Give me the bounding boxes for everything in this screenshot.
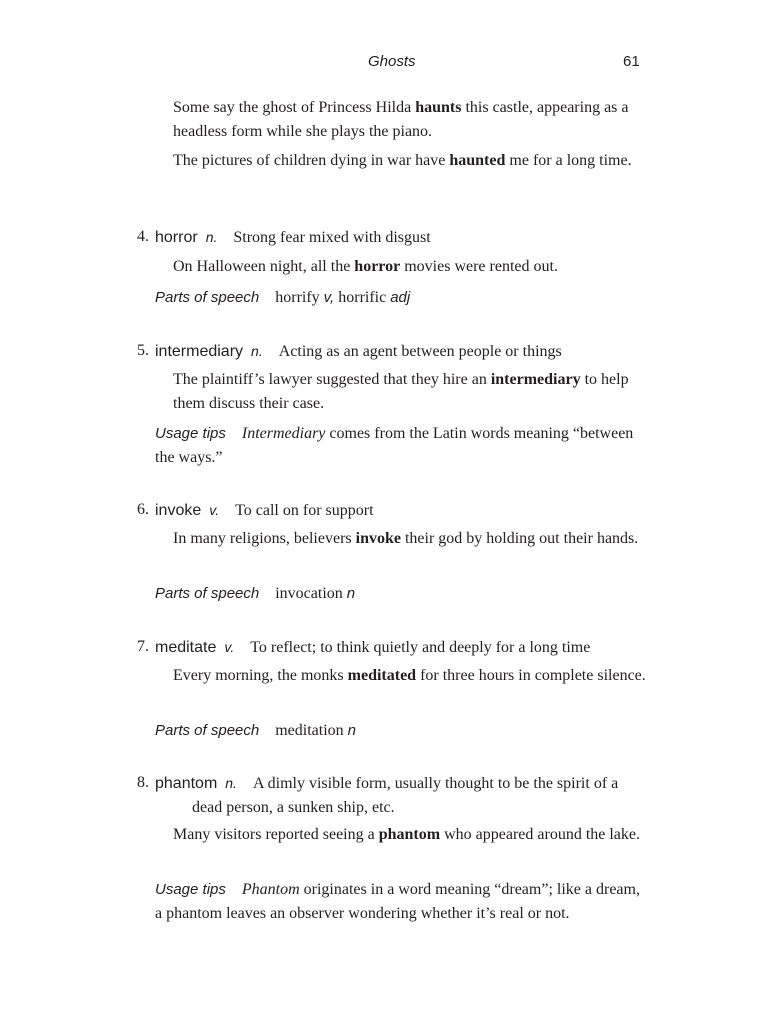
entry-headline-intermediary [137, 339, 641, 364]
part-of-speech: v. [224, 639, 235, 655]
example-text: On Halloween night, all the [173, 258, 355, 275]
example-keyword: haunts [415, 99, 462, 116]
headword: phantom [155, 775, 218, 792]
note-label: Usage tips [155, 881, 226, 898]
example-sentence [155, 527, 659, 551]
parts-of-speech-note [155, 719, 641, 743]
example-sentence [155, 96, 659, 144]
note-text: originates in a word meaning “dream”; like a dream, a phantom leaves an observer wondering whether it’s real or not. [155, 881, 640, 922]
example-text: this castle, appearing as a headless form while she plays the piano. [173, 99, 629, 140]
parts-of-speech-note [155, 286, 641, 310]
running-head-title: Ghosts [368, 53, 416, 70]
headword: intermediary [155, 343, 244, 360]
definition: To call on for support [235, 502, 374, 519]
page-number: 61 [623, 53, 640, 70]
headword: horror [155, 229, 198, 246]
note-term: Intermediary [241, 425, 326, 442]
part-of-speech: n. [225, 775, 237, 791]
part-of-speech: n. [251, 343, 263, 359]
example-keyword: phantom [378, 826, 441, 843]
example-sentence [155, 149, 659, 173]
note-text: comes from the Latin words meaning “between the ways.” [155, 425, 634, 466]
example-text: Many visitors reported seeing a [173, 826, 379, 843]
example-text: to help them discuss their case. [173, 371, 629, 412]
definition: Acting as an agent between people or things [278, 343, 562, 360]
entry-number: 5. [137, 342, 149, 359]
related-form-pos: adj [390, 289, 411, 306]
note-label: Parts of speech [155, 722, 260, 739]
part-of-speech: v. [209, 502, 220, 518]
related-form: horrify [275, 289, 324, 306]
headword: invoke [155, 502, 202, 519]
example-text: In many religions, believers [173, 530, 356, 547]
related-form-pos: n [346, 585, 356, 602]
related-form: invocation [275, 585, 347, 602]
example-text: Some say the ghost of Princess Hilda [173, 99, 416, 116]
usage-tips-note [155, 422, 641, 470]
example-sentence [155, 255, 659, 279]
note-label: Parts of speech [155, 585, 260, 602]
entry-number: 4. [137, 228, 149, 245]
entry-number: 8. [137, 774, 149, 791]
example-keyword: invoke [355, 530, 401, 547]
definition: To reflect; to think quietly and deeply for a long time [250, 639, 591, 656]
example-text: The plaintiff’s lawyer suggested that they hire an [173, 371, 491, 388]
note-term: Phantom [241, 881, 300, 898]
example-text: The pictures of children dying in war have [173, 152, 450, 169]
example-text: movies were rented out. [400, 258, 558, 275]
example-keyword: haunted [449, 152, 506, 169]
example-text: their god by holding out their hands. [400, 530, 639, 547]
definition-continued: dead person, a sunken ship, etc. [192, 799, 395, 816]
entry-headline-phantom [137, 771, 641, 820]
related-form-pos: v, [323, 289, 335, 306]
example-sentence [155, 664, 659, 688]
entry-headline-horror [137, 225, 641, 250]
headword: meditate [155, 639, 217, 656]
entry-number: 6. [137, 501, 149, 518]
example-keyword: meditated [347, 667, 417, 684]
note-label: Parts of speech [155, 289, 260, 306]
example-text: who appeared around the lake. [440, 826, 641, 843]
example-text: Every morning, the monks [173, 667, 348, 684]
example-text: for three hours in complete silence. [416, 667, 646, 684]
entry-headline-meditate [137, 635, 641, 660]
example-sentence [155, 368, 659, 416]
example-keyword: horror [354, 258, 401, 275]
definition: Strong fear mixed with disgust [233, 229, 431, 246]
note-label: Usage tips [155, 425, 226, 442]
example-text: me for a long time. [505, 152, 632, 169]
entry-number: 7. [137, 638, 149, 655]
example-sentence [155, 823, 659, 847]
related-form-pos: n [347, 722, 357, 739]
part-of-speech: n. [205, 229, 218, 245]
usage-tips-note [155, 878, 641, 926]
entry-headline-invoke [137, 498, 641, 523]
related-form: meditation [275, 722, 348, 739]
related-form: horrific [334, 289, 391, 306]
parts-of-speech-note [155, 582, 641, 606]
definition: A dimly visible form, usually thought to be the spirit of a [252, 775, 619, 792]
example-keyword: intermediary [490, 371, 581, 388]
